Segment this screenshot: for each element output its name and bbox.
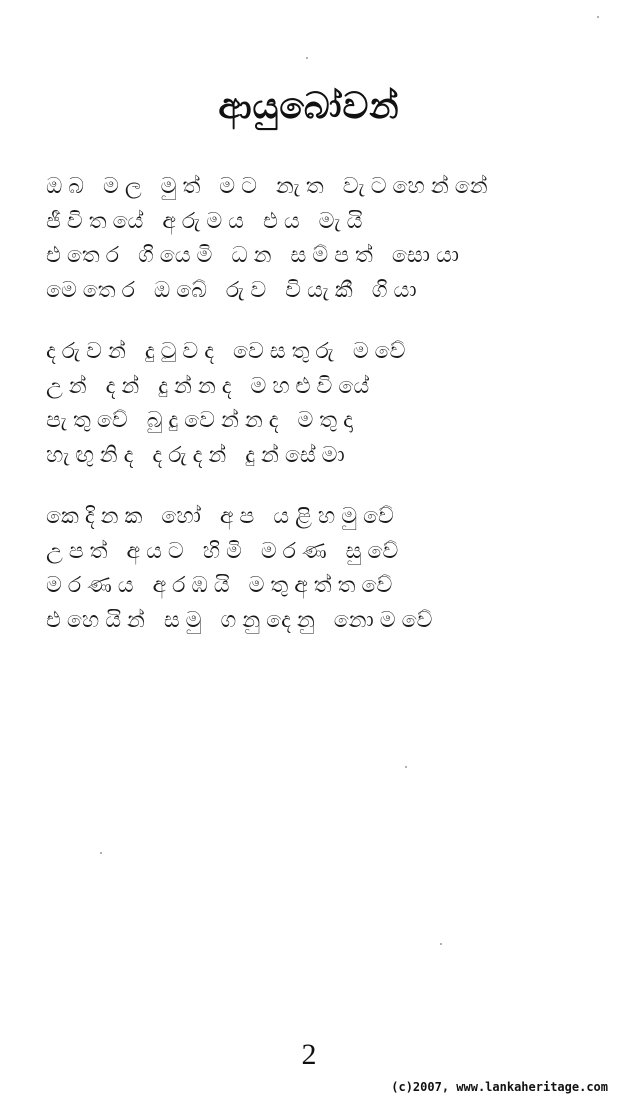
poem-line: ඔබ මල මුත් මට නැත වැටහෙන්නේ — [46, 174, 494, 199]
scan-speck — [440, 943, 442, 945]
poem-line: ජීවිතයේ අරුමය එය මැයි — [46, 208, 369, 234]
poem-line: මරණය අරඹයි මතුඅත්තවේ — [46, 573, 399, 598]
poem-line: කෙදිනක හෝ අප යළිහමුවේ — [46, 504, 400, 529]
scan-speck — [597, 16, 599, 18]
poem-line: උන් දන් දුන්නද මහළුවියේ — [46, 373, 376, 399]
poem-line: හැඟුනිද දරුදන් දුන්සේමා — [46, 442, 351, 468]
scan-speck — [100, 852, 102, 854]
stanza-3 — [46, 500, 576, 638]
copyright-notice: (c)2007, www.lankaheritage.com — [391, 1080, 608, 1094]
poem-line: මෙතෙර ඔබේ රුව වියැකී ගියා — [46, 277, 423, 303]
page-number: 2 — [301, 1038, 317, 1071]
poem-line: එහෙයින් සමු ගනුදෙනු නොමවේ — [46, 607, 439, 633]
scan-speck — [405, 766, 407, 768]
stanza-1 — [46, 170, 576, 308]
scan-speck — [306, 57, 308, 59]
poem-title: ආයුබෝවන් — [218, 86, 400, 127]
poem-line: උපත් අයට හිමි මරණ සුවේ — [46, 538, 405, 564]
poem-line: එතෙර ගියෙමි ධන සම්පත් සොයා — [46, 243, 466, 268]
stanza-2 — [46, 335, 576, 473]
poem-line: දරුවන් දුටුවද වෙසතුරු මවේ — [46, 339, 412, 364]
poem-line: පැතුවේ බුදුවෙන්නද මතුදා — [46, 408, 359, 433]
